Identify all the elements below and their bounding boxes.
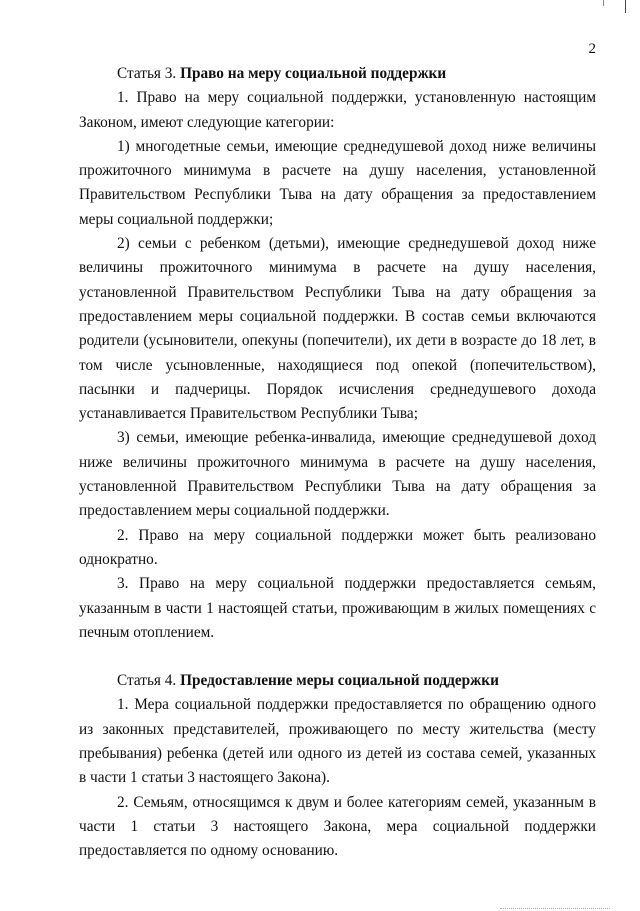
article-3-paragraph: 2) семьи с ребенком (детьми), имеющие среднедушевой доход ниже величины прожиточного минимума в расчете на душу населения, установленной Правительством Республики Тыва на дату обращения за предоставлением меры социальной поддержки. В состав семьи включаются родители (усыновители, опекуны (попечители), их дети в возрасте до 18 лет, в том числе усыновленные, находящиеся под опекой (попечительством), пасынки и падчерицы. Порядок исчисления среднедушевого дохода устанавливается Правительством Республики Тыва; xyxy=(79,235,596,423)
article-4-paragraph: 2. Семьям, относящимся к двум и более категориям семей, указанным в части 1 статьи 3 настоящего Закона, мера социальной поддержки предоставляется по одному основанию. xyxy=(79,793,596,860)
article-4-heading xyxy=(79,669,596,693)
article-4-title: Предоставление меры социальной поддержки xyxy=(180,672,499,690)
article-4-paragraph: 1. Мера социальной поддержки предоставляется по обращению одного из законных представителей, проживающего по месту жительства (месту пребывания) ребенка (детей или одного из детей из состава семей, указанных в части 1 статьи 3 настоящего Закона). xyxy=(79,696,596,787)
document-body xyxy=(79,62,596,864)
page-number: 2 xyxy=(588,41,596,57)
article-3-heading xyxy=(79,62,596,86)
article-3-paragraph: 1) многодетные семьи, имеющие среднедушевой доход ниже величины прожиточного минимума в расчете на душу населения, установленной Правительством Республики Тыва на дату обращения за предоставлением меры социальной поддержки; xyxy=(79,137,596,228)
article-3-paragraph: 3) семьи, имеющие ребенка-инвалида, имеющие среднедушевой доход ниже величины прожиточного минимума в расчете на душу населения, установленной Правительством Республики Тыва на дату обращения за предоставлением меры социальной поддержки. xyxy=(79,429,596,520)
scan-edge-mark xyxy=(625,0,626,13)
article-3-paragraph: 1. Право на меру социальной поддержки, установленную настоящим Законом, имеют следующие категории: xyxy=(79,89,596,131)
article-3-paragraph: 2. Право на меру социальной поддержки может быть реализовано однократно. xyxy=(79,526,596,568)
article-3-paragraph: 3. Право на меру социальной поддержки предоставляется семьям, указанным в части 1 настоящей статьи, проживающим в жилых помещениях с печным отоплением. xyxy=(79,575,596,641)
article-3-title: Право на меру социальной поддержки xyxy=(180,65,447,82)
scan-edge-mark xyxy=(603,0,604,6)
article-4-prefix: Статья 4. xyxy=(117,672,177,690)
article-3-prefix: Статья 3. xyxy=(117,65,177,82)
section-spacer xyxy=(79,645,596,669)
